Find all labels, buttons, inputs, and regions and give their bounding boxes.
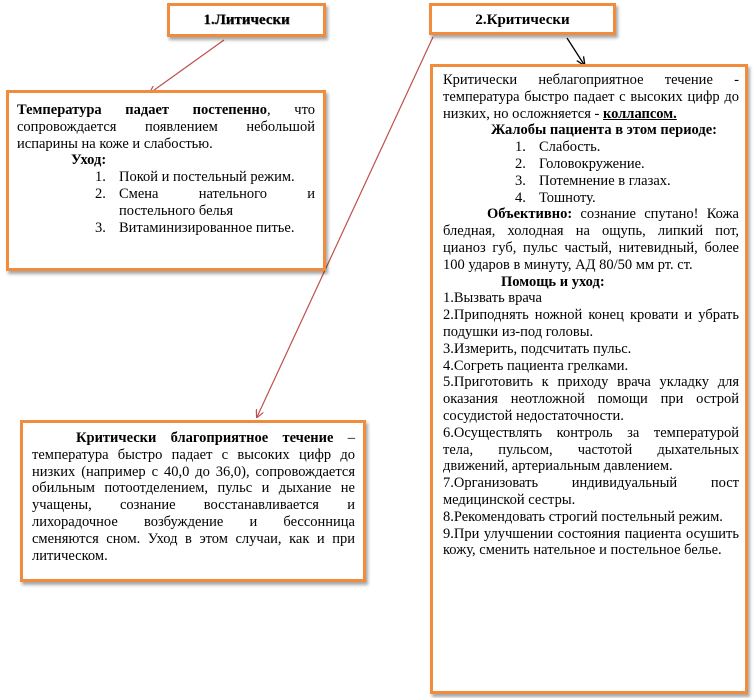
list-item: 5.Приготовить к приходу врача укладку для оказания неотложной помощи при острой сосудистой недостаточности. [443,374,739,424]
lytic-lead [17,102,315,152]
list-item: 4.Согреть пациента грелками. [443,357,629,374]
favorable-lead-rest: – температура быстро падает с высоких цифр до низких (например с 40,0 до 36,0), сопровождается обильным потоотделением, пульс и дыхание не учащены, сознание восстанавливается и лихорадочное возбуждение и бессонница сменяются сном. Уход в этом случаи, как и при литическом. [32,430,356,564]
list-item: 2.Приподнять ножной конец кровати и убрать подушки из-под головы. [443,307,739,340]
lytic-description-box [6,90,326,271]
connector-lytic [150,40,224,93]
unfavorable-intro: Критически неблагоприятное течение - температура быстро падает с высоких цифр до низких, но осложняется - коллапсом. [443,72,739,122]
list-item: 4. Тошноту. [515,189,596,206]
care-title: Помощь и уход: [501,273,605,290]
connector-critical-unfavorable [567,38,585,66]
lytic-lead-rest: , что сопровождается появлением небольшой испарины на коже и слабостью. [17,102,315,152]
critical-title: 2.Критически [475,12,570,28]
list-item: 3. Витаминизированное питье. [95,219,295,236]
list-item: 6.Осуществлять контроль за температурой тела, пульсом, частотой дыхательных движений, артериальным давлением. [443,424,739,475]
lytic-care-title: Уход: [71,152,107,169]
complaints-list [443,139,739,206]
list-item: 8.Рекомендовать строгий постельный режим. [443,508,723,525]
critical-title-box [429,3,616,35]
complaints-title: Жалобы пациента в этом периоде: [491,122,717,139]
list-item: 9.При улучшении состояния пациента осушить кожу, сменить нательное и постельное белье. [443,525,739,559]
list-item: 2. Головокружение. [515,155,645,172]
lytic-title: 1.Литически [203,12,290,28]
critical-favorable-box [20,420,366,582]
favorable-lead-bold: Критически благоприятное течение [76,430,334,446]
list-item: 1.Вызвать врача [443,290,542,307]
lytic-care-list [17,169,315,236]
care-list [443,290,739,559]
lytic-lead-bold: Температура падает постепенно [17,102,268,118]
objective-text: сознание спутано! Кожа бледная, холодная на ощупь, липкий пот, цианоз губ, пульс частый, нитевидный, более 100 ударов в минуту, АД 80/50 мм рт. ст. [443,206,739,273]
list-item: 3.Измерить, подсчитать пульс. [443,340,632,357]
collapse-term: коллапсом. [602,105,677,122]
list-item: 1. Покой и постельный режим. [95,169,295,186]
critical-unfavorable-box [430,64,748,694]
favorable-paragraph [32,430,355,564]
list-item: 2. Смена нательного и постельного белья [95,185,315,219]
list-item: 3. Потемнение в глазах. [515,172,671,189]
objective-title: Объективно: [487,206,573,223]
list-item: 7.Организовать индивидуальный пост медицинской сестры. [443,475,739,508]
list-item: 1. Слабость. [515,139,601,156]
lytic-title-box [167,3,326,37]
objective-paragraph [443,206,739,273]
